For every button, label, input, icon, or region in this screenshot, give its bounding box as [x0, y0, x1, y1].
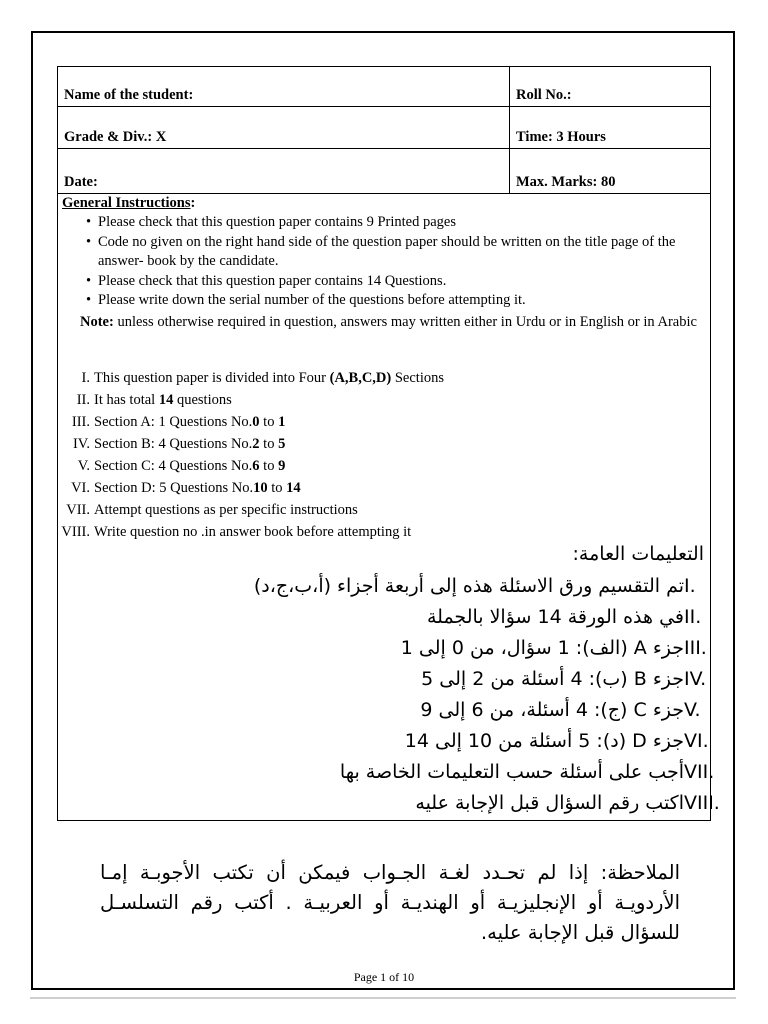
grade-cell: Grade & Div.: X — [58, 107, 510, 149]
note-paragraph: Note: unless otherwise required in question, answers may written either in Urdu or in English or in Arabic — [80, 314, 697, 330]
list-item: III. جزء A (الف): 1 سؤال، من 0 إلى 1 — [400, 637, 707, 659]
page-number: Page 1 of 10 — [353, 970, 415, 984]
list-item: I. This question paper is divided into Four (A,B,C,D) Sections — [81, 370, 444, 386]
list-item: VIII. Write question no .in answer book before attempting it — [61, 524, 412, 540]
student-info-table — [57, 66, 711, 194]
max-marks-cell: Max. Marks: 80 — [510, 149, 711, 194]
list-item: VIII. اكتب رقم السؤال قبل الإجابة عليه — [415, 792, 720, 814]
list-item: • Please write down the serial number of the questions before attempting it. — [86, 292, 526, 308]
list-item: VI. Section D: 5 Questions No.10 to 14 — [71, 480, 301, 496]
list-item: IV. Section B: 4 Questions No.2 to 5 — [72, 436, 286, 452]
list-item: III. Section A: 1 Questions No.0 to 1 — [71, 414, 286, 430]
sections-list-english — [58, 367, 444, 543]
list-item: • Code no given on the right hand side of the question paper should be written on the title page of the answer- book by the candidate. — [86, 233, 676, 269]
list-item: V. Section C: 4 Questions No.6 to 9 — [77, 458, 286, 474]
list-item: VI. جزء D (د): 5 أسئلة من 10 إلى 14 — [404, 730, 709, 752]
arabic-instructions-heading: التعليمات العامة: — [572, 543, 704, 565]
general-instructions-list — [86, 213, 698, 311]
student-name-cell: Name of the student: — [58, 67, 510, 107]
list-item: VII. أجب على أسئلة حسب التعليمات الخاصة بها — [339, 761, 715, 783]
list-item: II. It has total 14 questions — [76, 392, 232, 408]
arabic-note-paragraph: الملاحظة: إذا لم تحـدد لغـة الجـواب فيمكن أن تكتب الأجوبـة إمـا الأردويـة أو الإنجليزيـة أو الهنديـة أو العربيـة . أكتب رقم التسلسـل للسؤال قبل الإجابة عليه. — [100, 861, 680, 944]
general-instructions-heading: General Instructions: — [62, 195, 196, 211]
bottom-divider — [30, 997, 736, 999]
list-item: • Please check that this question paper contains 14 Questions. — [86, 272, 447, 289]
roll-no-cell: Roll No.: — [510, 67, 711, 107]
sections-list-arabic — [122, 571, 722, 819]
list-item: II. في هذه الورقة 14 سؤالا بالجملة — [426, 606, 702, 628]
date-cell: Date: — [58, 149, 510, 194]
list-item: • Please check that this question paper contains 9 Printed pages — [86, 214, 456, 230]
list-item: IV. جزء B (ب): 4 أسئلة من 2 إلى 5 — [421, 668, 707, 690]
time-cell: Time: 3 Hours — [510, 107, 711, 149]
list-item: VII. Attempt questions as per specific instructions — [66, 502, 358, 518]
list-item: I. تم التقسيم ورق الاسئلة هذه إلى أربعة أجزاء (أ،ب،ج،د) — [253, 575, 696, 597]
list-item: V. جزء C (ج): 4 أسئلة، من 6 إلى 9 — [420, 699, 701, 721]
